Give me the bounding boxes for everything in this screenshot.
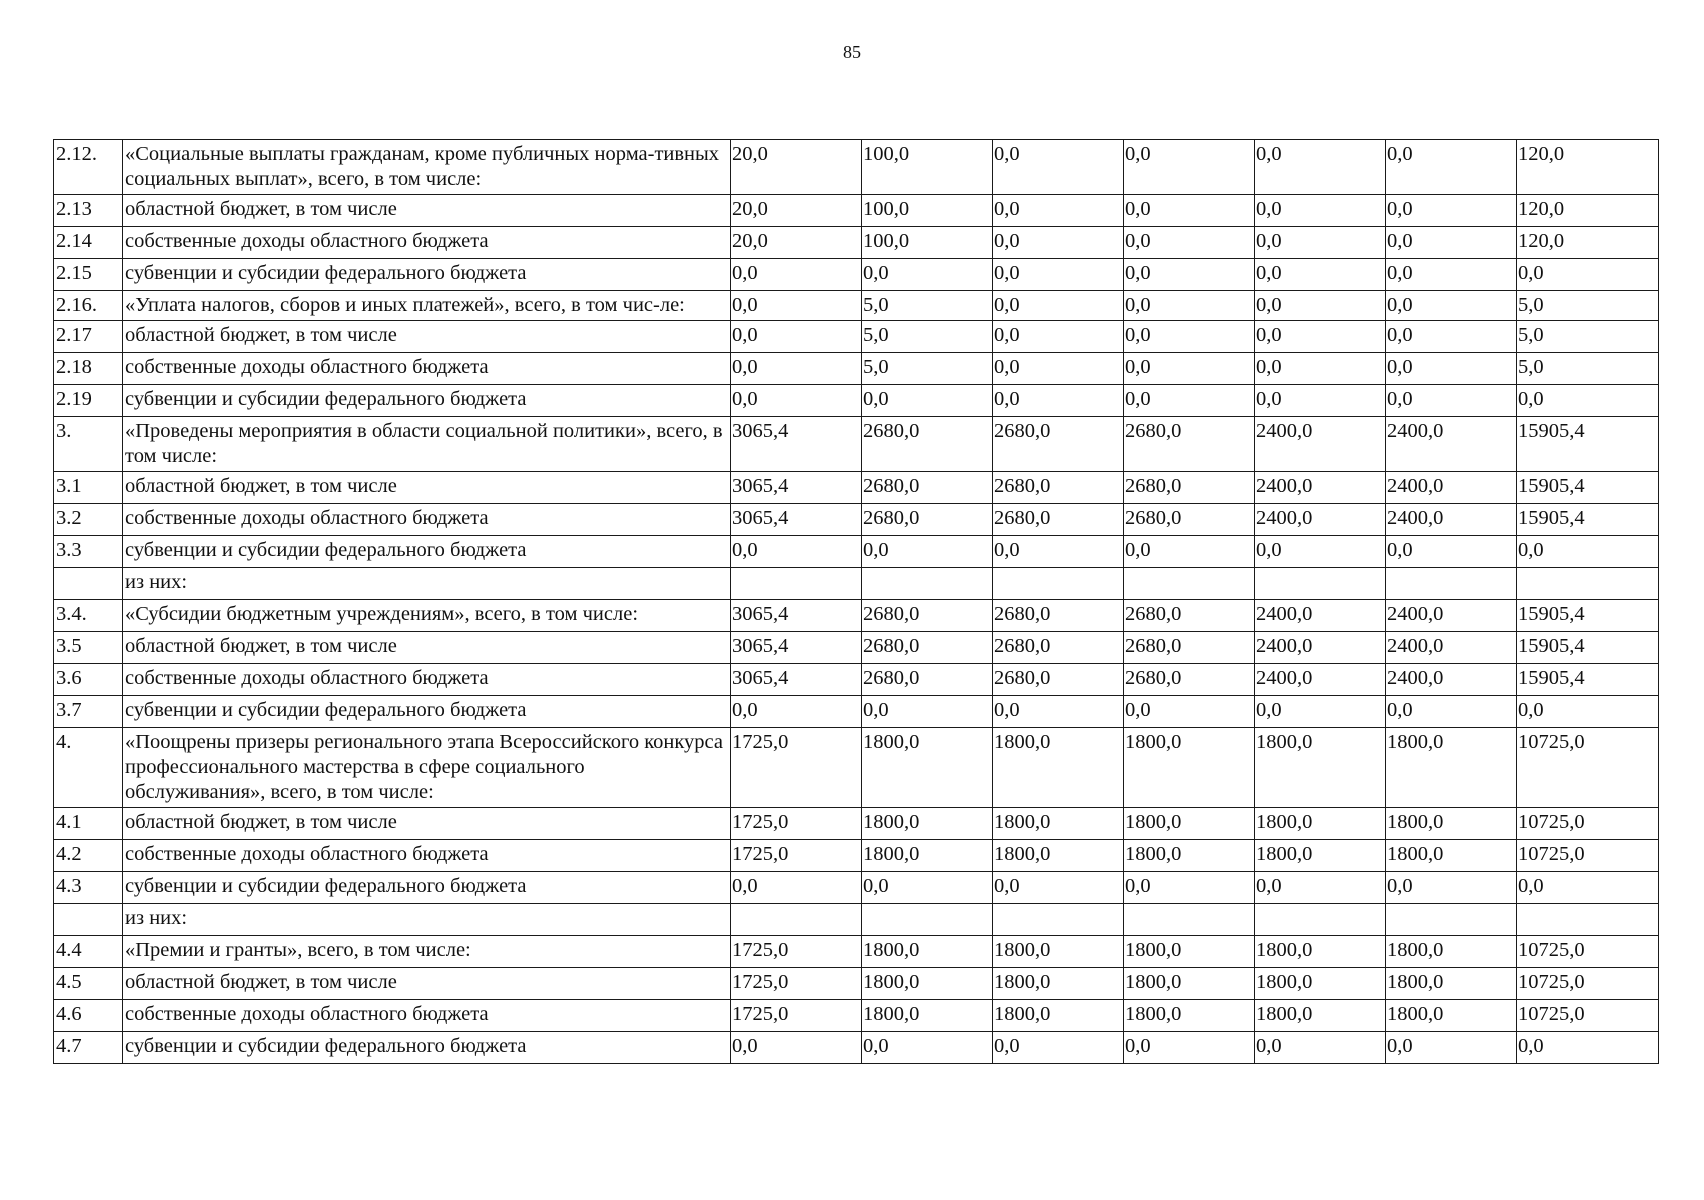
value-cell: 0,0	[1255, 353, 1386, 385]
row-number: 3.	[54, 417, 123, 472]
value-cell: 0,0	[731, 291, 862, 321]
value-cell: 15905,4	[1517, 417, 1659, 472]
value-cell: 15905,4	[1517, 472, 1659, 504]
value-cell: 3065,4	[731, 504, 862, 536]
value-cell: 2680,0	[993, 472, 1124, 504]
value-cell: 2680,0	[993, 417, 1124, 472]
value-cell: 1800,0	[1124, 728, 1255, 808]
value-cell: 20,0	[731, 195, 862, 227]
value-cell: 0,0	[731, 353, 862, 385]
row-label: субвенции и субсидии федерального бюджета	[123, 536, 731, 568]
row-label: областной бюджет, в том числе	[123, 195, 731, 227]
value-cell: 1800,0	[1255, 936, 1386, 968]
value-cell: 15905,4	[1517, 600, 1659, 632]
value-cell: 5,0	[862, 321, 993, 353]
value-cell: 2680,0	[1124, 600, 1255, 632]
table-row	[54, 728, 1659, 808]
value-cell	[731, 568, 862, 600]
row-label: «Субсидии бюджетным учреждениям», всего, в том числе:	[123, 600, 731, 632]
value-cell: 0,0	[1386, 872, 1517, 904]
value-cell: 0,0	[1255, 140, 1386, 195]
row-label: «Социальные выплаты гражданам, кроме публичных норма-тивных социальных выплат», всего, в том числе:	[123, 140, 731, 195]
value-cell: 0,0	[993, 140, 1124, 195]
value-cell: 5,0	[862, 291, 993, 321]
row-number	[54, 904, 123, 936]
row-number: 3.1	[54, 472, 123, 504]
value-cell: 0,0	[862, 872, 993, 904]
value-cell: 1800,0	[993, 1000, 1124, 1032]
table-row	[54, 291, 1659, 321]
table-row	[54, 600, 1659, 632]
row-label: субвенции и субсидии федерального бюджета	[123, 259, 731, 291]
row-number	[54, 568, 123, 600]
row-number: 4.5	[54, 968, 123, 1000]
value-cell: 0,0	[731, 321, 862, 353]
value-cell: 0,0	[862, 696, 993, 728]
value-cell: 2400,0	[1255, 664, 1386, 696]
value-cell: 10725,0	[1517, 840, 1659, 872]
value-cell: 0,0	[1255, 1032, 1386, 1064]
row-label: субвенции и субсидии федерального бюджета	[123, 385, 731, 417]
value-cell: 0,0	[993, 291, 1124, 321]
value-cell: 1800,0	[1386, 1000, 1517, 1032]
value-cell: 3065,4	[731, 417, 862, 472]
row-label: из них:	[123, 904, 731, 936]
value-cell: 1725,0	[731, 1000, 862, 1032]
value-cell: 1725,0	[731, 840, 862, 872]
value-cell	[1124, 904, 1255, 936]
value-cell: 1800,0	[1124, 840, 1255, 872]
value-cell: 0,0	[1255, 321, 1386, 353]
value-cell: 0,0	[1386, 536, 1517, 568]
value-cell	[993, 904, 1124, 936]
row-label: собственные доходы областного бюджета	[123, 227, 731, 259]
value-cell: 0,0	[862, 259, 993, 291]
value-cell: 1800,0	[1386, 728, 1517, 808]
row-number: 3.2	[54, 504, 123, 536]
value-cell: 15905,4	[1517, 664, 1659, 696]
value-cell: 1800,0	[1124, 968, 1255, 1000]
value-cell: 0,0	[1386, 291, 1517, 321]
value-cell: 1800,0	[1386, 968, 1517, 1000]
value-cell: 3065,4	[731, 600, 862, 632]
row-number: 2.15	[54, 259, 123, 291]
table-row	[54, 140, 1659, 195]
page-number: 85	[843, 42, 861, 62]
table-body	[54, 140, 1659, 1064]
value-cell: 0,0	[993, 536, 1124, 568]
value-cell	[993, 568, 1124, 600]
row-number: 4.6	[54, 1000, 123, 1032]
table-row	[54, 632, 1659, 664]
value-cell: 0,0	[1255, 536, 1386, 568]
table-row	[54, 227, 1659, 259]
value-cell: 2680,0	[862, 664, 993, 696]
value-cell: 0,0	[1124, 385, 1255, 417]
value-cell: 2400,0	[1386, 417, 1517, 472]
value-cell: 2680,0	[1124, 504, 1255, 536]
value-cell: 10725,0	[1517, 1000, 1659, 1032]
value-cell: 2680,0	[993, 504, 1124, 536]
value-cell	[862, 904, 993, 936]
row-label: «Премии и гранты», всего, в том числе:	[123, 936, 731, 968]
value-cell: 1800,0	[1255, 840, 1386, 872]
value-cell: 120,0	[1517, 140, 1659, 195]
row-number: 3.4.	[54, 600, 123, 632]
value-cell: 2680,0	[862, 417, 993, 472]
value-cell: 0,0	[993, 872, 1124, 904]
value-cell: 10725,0	[1517, 936, 1659, 968]
row-label: собственные доходы областного бюджета	[123, 840, 731, 872]
value-cell: 0,0	[1517, 385, 1659, 417]
value-cell: 1725,0	[731, 968, 862, 1000]
value-cell: 2400,0	[1255, 504, 1386, 536]
row-label: областной бюджет, в том числе	[123, 472, 731, 504]
value-cell: 0,0	[1255, 195, 1386, 227]
value-cell: 0,0	[731, 1032, 862, 1064]
value-cell: 2400,0	[1386, 632, 1517, 664]
value-cell: 2680,0	[862, 472, 993, 504]
value-cell: 2680,0	[993, 600, 1124, 632]
value-cell: 0,0	[1386, 140, 1517, 195]
table-row	[54, 968, 1659, 1000]
value-cell: 1800,0	[862, 936, 993, 968]
row-number: 4.	[54, 728, 123, 808]
row-number: 3.3	[54, 536, 123, 568]
row-number: 2.18	[54, 353, 123, 385]
value-cell: 2400,0	[1255, 472, 1386, 504]
value-cell: 2680,0	[993, 664, 1124, 696]
value-cell: 20,0	[731, 140, 862, 195]
value-cell: 15905,4	[1517, 504, 1659, 536]
value-cell: 2680,0	[993, 632, 1124, 664]
value-cell: 2400,0	[1386, 664, 1517, 696]
value-cell: 0,0	[1124, 195, 1255, 227]
value-cell: 0,0	[731, 536, 862, 568]
row-number: 2.12.	[54, 140, 123, 195]
table-row	[54, 664, 1659, 696]
value-cell: 0,0	[1386, 353, 1517, 385]
value-cell: 2400,0	[1255, 632, 1386, 664]
value-cell: 0,0	[862, 385, 993, 417]
value-cell: 0,0	[731, 385, 862, 417]
value-cell: 10725,0	[1517, 968, 1659, 1000]
table-row	[54, 472, 1659, 504]
table-row	[54, 840, 1659, 872]
value-cell: 1800,0	[1255, 1000, 1386, 1032]
value-cell: 2680,0	[1124, 472, 1255, 504]
value-cell	[1517, 568, 1659, 600]
value-cell: 0,0	[1386, 1032, 1517, 1064]
value-cell	[862, 568, 993, 600]
value-cell: 10725,0	[1517, 728, 1659, 808]
value-cell: 0,0	[1386, 227, 1517, 259]
value-cell: 2680,0	[1124, 664, 1255, 696]
table-row	[54, 872, 1659, 904]
row-number: 3.6	[54, 664, 123, 696]
value-cell: 1800,0	[862, 1000, 993, 1032]
value-cell: 100,0	[862, 140, 993, 195]
row-number: 2.19	[54, 385, 123, 417]
value-cell: 0,0	[1124, 259, 1255, 291]
value-cell	[731, 904, 862, 936]
value-cell: 5,0	[1517, 353, 1659, 385]
value-cell: 1800,0	[1255, 968, 1386, 1000]
value-cell: 3065,4	[731, 472, 862, 504]
value-cell	[1386, 568, 1517, 600]
value-cell: 1725,0	[731, 808, 862, 840]
row-label: субвенции и субсидии федерального бюджета	[123, 872, 731, 904]
value-cell: 0,0	[993, 696, 1124, 728]
value-cell: 0,0	[1124, 696, 1255, 728]
row-number: 2.13	[54, 195, 123, 227]
value-cell: 1800,0	[993, 936, 1124, 968]
budget-table	[53, 139, 1659, 1064]
value-cell: 0,0	[1517, 536, 1659, 568]
value-cell: 15905,4	[1517, 632, 1659, 664]
table-row	[54, 259, 1659, 291]
value-cell: 100,0	[862, 227, 993, 259]
row-label: собственные доходы областного бюджета	[123, 353, 731, 385]
row-label: собственные доходы областного бюджета	[123, 1000, 731, 1032]
row-number: 2.16.	[54, 291, 123, 321]
table-row	[54, 936, 1659, 968]
row-number: 3.7	[54, 696, 123, 728]
row-label: субвенции и субсидии федерального бюджета	[123, 696, 731, 728]
value-cell: 1800,0	[862, 968, 993, 1000]
value-cell: 120,0	[1517, 227, 1659, 259]
value-cell: 20,0	[731, 227, 862, 259]
row-number: 4.7	[54, 1032, 123, 1064]
value-cell: 0,0	[1386, 321, 1517, 353]
value-cell: 0,0	[1124, 353, 1255, 385]
value-cell: 0,0	[1124, 1032, 1255, 1064]
value-cell: 0,0	[993, 353, 1124, 385]
value-cell: 1800,0	[1255, 808, 1386, 840]
table-row	[54, 1032, 1659, 1064]
row-number: 2.14	[54, 227, 123, 259]
row-label: областной бюджет, в том числе	[123, 632, 731, 664]
value-cell: 2680,0	[1124, 632, 1255, 664]
value-cell: 0,0	[731, 696, 862, 728]
table-row	[54, 353, 1659, 385]
value-cell: 1800,0	[1124, 936, 1255, 968]
value-cell: 0,0	[1255, 385, 1386, 417]
value-cell: 0,0	[1517, 1032, 1659, 1064]
value-cell: 0,0	[1255, 227, 1386, 259]
value-cell: 0,0	[1386, 696, 1517, 728]
value-cell: 0,0	[1517, 696, 1659, 728]
row-number: 4.3	[54, 872, 123, 904]
value-cell: 2400,0	[1386, 504, 1517, 536]
value-cell: 0,0	[1386, 385, 1517, 417]
table-row	[54, 808, 1659, 840]
value-cell: 0,0	[1517, 259, 1659, 291]
value-cell: 5,0	[1517, 321, 1659, 353]
value-cell	[1517, 904, 1659, 936]
value-cell: 0,0	[993, 321, 1124, 353]
value-cell: 1800,0	[862, 808, 993, 840]
value-cell: 2680,0	[862, 504, 993, 536]
value-cell: 1800,0	[1386, 808, 1517, 840]
row-label: «Уплата налогов, сборов и иных платежей», всего, в том чис-ле:	[123, 291, 731, 321]
value-cell: 3065,4	[731, 664, 862, 696]
table-row	[54, 536, 1659, 568]
value-cell: 5,0	[1517, 291, 1659, 321]
table-row	[54, 195, 1659, 227]
value-cell: 1800,0	[993, 968, 1124, 1000]
value-cell: 100,0	[862, 195, 993, 227]
value-cell: 3065,4	[731, 632, 862, 664]
value-cell: 0,0	[1124, 140, 1255, 195]
value-cell: 2400,0	[1386, 472, 1517, 504]
table-row	[54, 321, 1659, 353]
row-label: субвенции и субсидии федерального бюджета	[123, 1032, 731, 1064]
row-number: 4.2	[54, 840, 123, 872]
value-cell: 0,0	[1386, 259, 1517, 291]
value-cell: 0,0	[1255, 291, 1386, 321]
value-cell: 5,0	[862, 353, 993, 385]
value-cell: 1800,0	[1124, 808, 1255, 840]
row-label: собственные доходы областного бюджета	[123, 664, 731, 696]
value-cell: 1800,0	[1124, 1000, 1255, 1032]
row-label: областной бюджет, в том числе	[123, 321, 731, 353]
value-cell: 0,0	[993, 385, 1124, 417]
value-cell: 1800,0	[993, 840, 1124, 872]
value-cell	[1255, 568, 1386, 600]
value-cell: 1800,0	[993, 808, 1124, 840]
row-number: 2.17	[54, 321, 123, 353]
value-cell	[1255, 904, 1386, 936]
value-cell: 0,0	[731, 872, 862, 904]
value-cell: 1725,0	[731, 728, 862, 808]
value-cell: 0,0	[993, 195, 1124, 227]
value-cell: 2680,0	[862, 632, 993, 664]
row-label: областной бюджет, в том числе	[123, 808, 731, 840]
row-number: 3.5	[54, 632, 123, 664]
value-cell: 0,0	[1124, 872, 1255, 904]
value-cell: 0,0	[1517, 872, 1659, 904]
value-cell: 1800,0	[1255, 728, 1386, 808]
value-cell: 0,0	[1255, 872, 1386, 904]
value-cell: 2400,0	[1255, 600, 1386, 632]
value-cell: 0,0	[1124, 291, 1255, 321]
value-cell: 0,0	[1124, 536, 1255, 568]
row-label: «Поощрены призеры регионального этапа Всероссийского конкурса профессионального мастерства в сфере социального обслуживания», всего, в том числе:	[123, 728, 731, 808]
value-cell: 0,0	[862, 1032, 993, 1064]
value-cell: 120,0	[1517, 195, 1659, 227]
value-cell: 0,0	[862, 536, 993, 568]
row-label: собственные доходы областного бюджета	[123, 504, 731, 536]
value-cell: 0,0	[731, 259, 862, 291]
value-cell: 0,0	[1124, 227, 1255, 259]
value-cell: 2400,0	[1255, 417, 1386, 472]
row-label: «Проведены мероприятия в области социальной политики», всего, в том числе:	[123, 417, 731, 472]
value-cell: 2400,0	[1386, 600, 1517, 632]
value-cell: 1725,0	[731, 936, 862, 968]
table-row	[54, 417, 1659, 472]
value-cell: 1800,0	[862, 728, 993, 808]
value-cell: 10725,0	[1517, 808, 1659, 840]
row-number: 4.4	[54, 936, 123, 968]
value-cell	[1124, 568, 1255, 600]
row-label: областной бюджет, в том числе	[123, 968, 731, 1000]
table-row	[54, 696, 1659, 728]
value-cell: 0,0	[993, 227, 1124, 259]
table-row	[54, 385, 1659, 417]
value-cell: 2680,0	[1124, 417, 1255, 472]
value-cell: 0,0	[1386, 195, 1517, 227]
value-cell: 0,0	[1124, 321, 1255, 353]
value-cell: 1800,0	[993, 728, 1124, 808]
value-cell: 0,0	[1255, 696, 1386, 728]
table-row	[54, 504, 1659, 536]
value-cell: 0,0	[993, 259, 1124, 291]
value-cell	[1386, 904, 1517, 936]
row-label: из них:	[123, 568, 731, 600]
row-number: 4.1	[54, 808, 123, 840]
value-cell: 2680,0	[862, 600, 993, 632]
value-cell: 1800,0	[1386, 936, 1517, 968]
value-cell: 1800,0	[862, 840, 993, 872]
table-row	[54, 1000, 1659, 1032]
value-cell: 1800,0	[1386, 840, 1517, 872]
table-row	[54, 904, 1659, 936]
value-cell: 0,0	[1255, 259, 1386, 291]
table-row	[54, 568, 1659, 600]
value-cell: 0,0	[993, 1032, 1124, 1064]
